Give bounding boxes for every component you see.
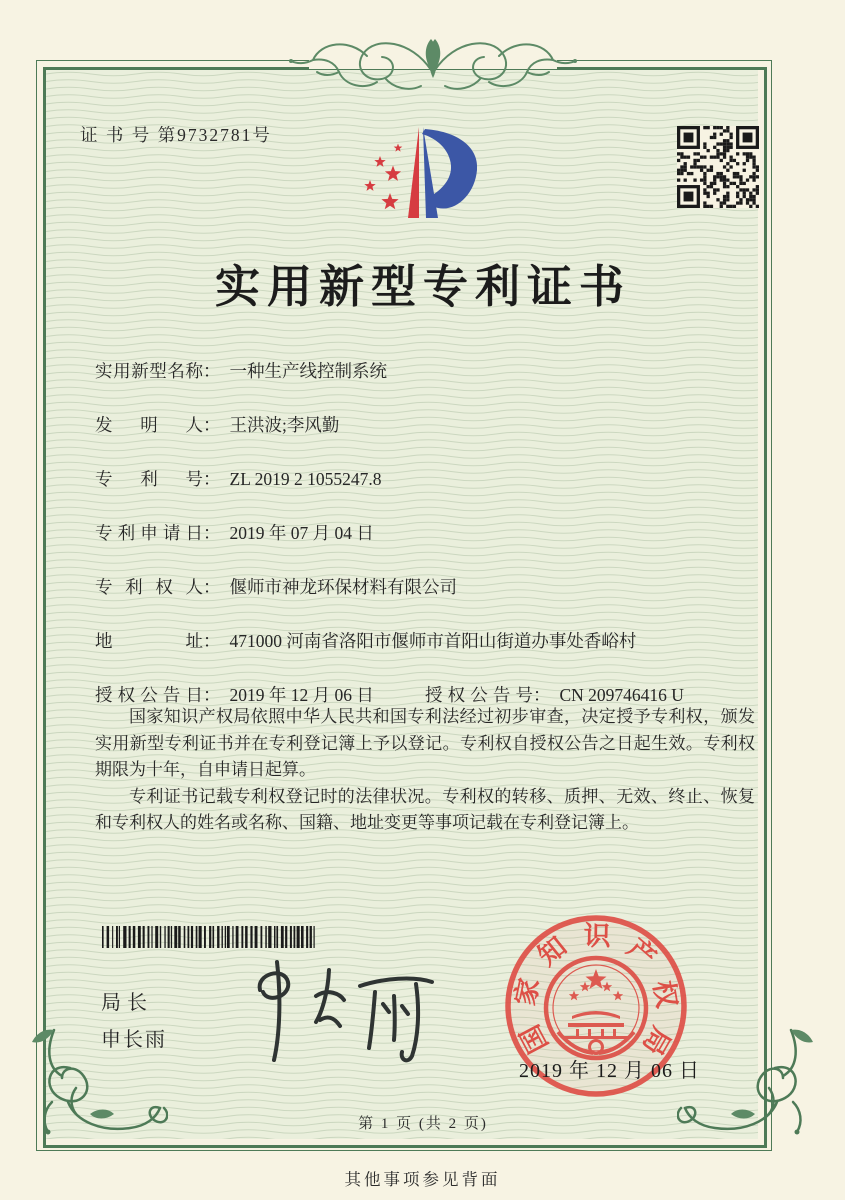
svg-text:国: 国 [514,1019,554,1058]
field-row-inventor [95,412,339,437]
field-label: 专利申请日 [95,523,203,543]
field-colon: ： [203,631,221,651]
legal-text [95,704,755,837]
svg-text:家: 家 [509,975,545,1009]
signature [232,956,442,1068]
field-label: 专利号 [95,469,203,489]
field-value: 2019 年 07 月 04 日 [229,523,374,543]
corner-flourish-icon [677,1010,827,1160]
field-label: 地址 [95,631,203,651]
cnipa-logo-icon [350,122,480,222]
dragon-ornament-icon [283,30,583,102]
officer-name: 申长雨 [101,1029,167,1051]
svg-text:产: 产 [621,932,662,974]
body-paragraph: 专利证书记载专利权登记时的法律状况。专利权的转移、质押、无效、终止、恢复和专利权人的姓名或名称、国籍、地址变更等事项记载在专利登记簿上。 [95,786,755,832]
field-colon: ： [203,361,221,381]
svg-text:识: 识 [583,920,611,952]
certificate-title: 实用新型专利证书 [214,262,631,312]
field-colon: ： [203,469,221,489]
certificate-number: 证 书 号 第9732781号 [80,125,272,145]
seal-date: 2019 年 12 月 06 日 [519,1060,700,1082]
field-colon: ： [203,415,221,435]
field-label: 授权公告日 [95,685,203,705]
svg-text:知: 知 [532,931,573,972]
field-row-patentee [95,574,457,599]
field-colon: ： [203,577,221,597]
field-row-invention-name [95,358,387,383]
field-value: 偃师市神龙环保材料有限公司 [229,577,457,597]
field-colon: ： [203,685,221,705]
page-number: 第 1 页 (共 2 页) [358,1116,488,1132]
field-label: 专利权人 [95,577,203,597]
field-row-patent-number [95,466,381,491]
field-label: 实用新型名称 [95,361,203,381]
field-value: 471000 河南省洛阳市偃师市首阳山街道办事处香峪村 [229,631,637,651]
field-row-filing-date [95,520,374,545]
svg-text:权: 权 [647,978,683,1011]
field-value: ZL 2019 2 1055247.8 [229,469,382,489]
qr-code [677,126,759,208]
field-value: CN 209746416 U [559,685,684,705]
barcode [102,926,318,948]
officer-title: 局长 [101,992,153,1014]
field-colon: ： [203,523,221,543]
body-paragraph: 国家知识产权局依照中华人民共和国专利法经过初步审查，决定授予专利权，颁发实用新型专利证书并在专利登记簿上予以登记。专利权自授权公告之日起生效。专利权期限为十年，自申请日起算。 [95,707,755,779]
corner-flourish-icon [18,1010,168,1160]
field-colon: ： [533,685,551,705]
field-value: 王洪波;李风勤 [229,415,340,435]
svg-text:局: 局 [636,1021,677,1061]
field-value: 一种生产线控制系统 [229,361,387,381]
field-label: 授权公告号 [425,685,533,705]
field-label: 发明人 [95,415,203,435]
field-row-address [95,628,636,653]
field-value: 2019 年 12 月 06 日 [229,685,374,705]
back-note: 其他事项参见背面 [344,1170,501,1189]
